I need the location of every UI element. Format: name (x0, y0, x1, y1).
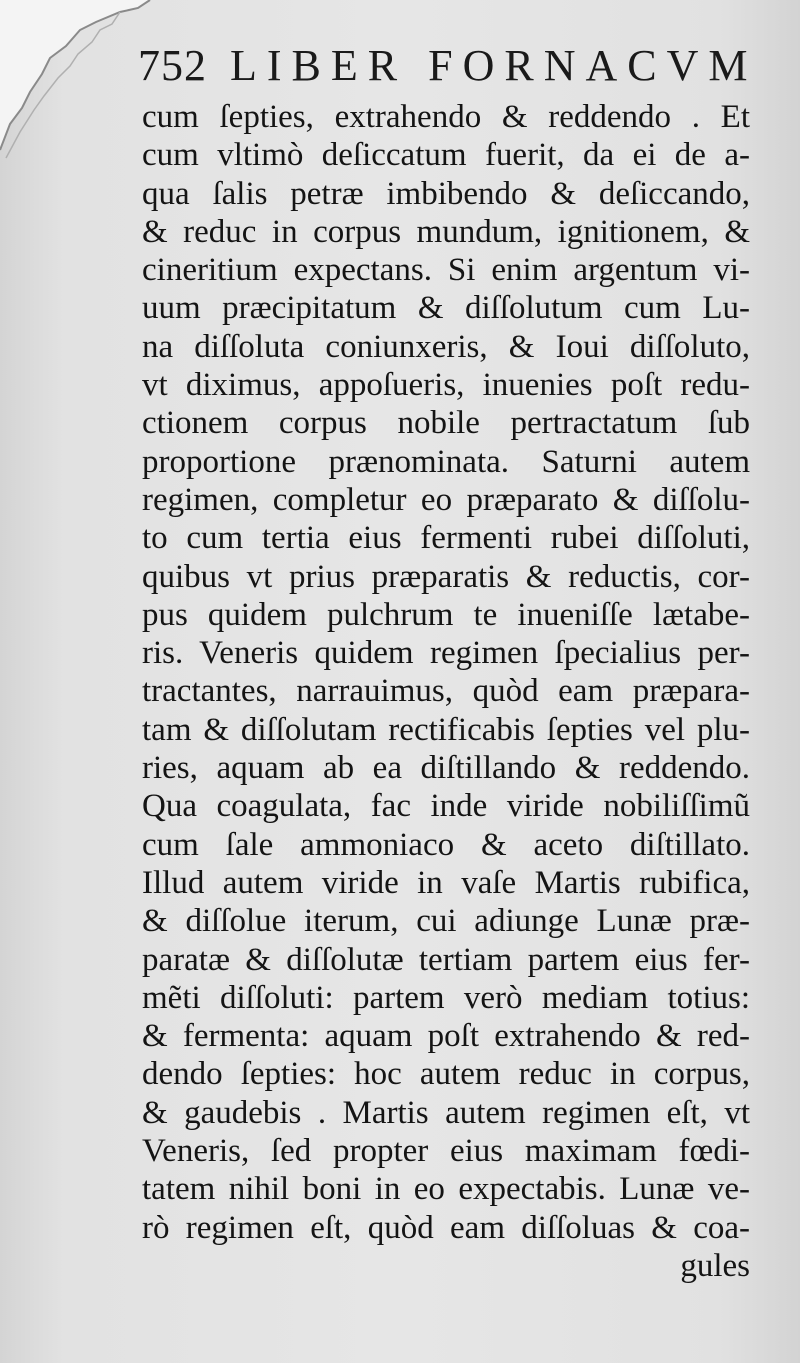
text-line: proportione prænominata. Saturni autem (142, 443, 750, 480)
text-line: ris. Veneris quidem regimen ſpecialius per- (142, 635, 750, 672)
text-line: qua ſalis petræ imbibendo & deſiccando, (142, 175, 750, 212)
text-line: paratæ & diſſolutæ tertiam partem eius fer- (142, 941, 750, 978)
text-line: to cum tertia eius fermenti rubei diſſoluti, (142, 520, 750, 557)
body-text (142, 98, 750, 1285)
text-line: uum præcipitatum & diſſolutum cum Lu- (142, 290, 750, 327)
page-header (138, 40, 758, 100)
text-line: na diſſoluta coniunxeris, & Ioui diſſoluto, (142, 328, 750, 365)
text-line: Illud autem viride in vaſe Martis rubifica, (142, 864, 750, 901)
text-line: pus quidem pulchrum te inueniſſe lætabe- (142, 596, 750, 633)
text-line: & diſſolue iterum, cui adiunge Lunæ præ- (142, 903, 750, 940)
text-line: cum ſepties, extrahendo & reddendo . Et (142, 99, 750, 135)
text-line: cum ſale ammoniaco & aceto diſtillato. (142, 826, 750, 863)
running-title: LIBER FORNACVM (230, 41, 758, 90)
text-line: & gaudebis . Martis autem regimen eſt, vt (142, 1094, 750, 1131)
catchword: gules (680, 1247, 750, 1284)
text-line: regimen, completur eo præparato & diſſolu- (142, 481, 750, 518)
text-line: Qua coagulata, fac inde viride nobiliſſimũ (142, 788, 750, 825)
text-line: tractantes, narrauimus, quòd eam præpara- (142, 673, 750, 710)
text-line: dendo ſepties: hoc autem reduc in corpus, (142, 1056, 750, 1093)
text-line: ries, aquam ab ea diſtillando & reddendo. (142, 750, 750, 787)
text-line: mẽti diſſoluti: partem verò mediam totius: (142, 979, 750, 1016)
text-line: tatem nihil boni in eo expectabis. Lunæ ve- (142, 1171, 750, 1208)
text-line: quibus vt prius præparatis & reductis, cor- (142, 558, 750, 595)
page-number: 752 (138, 41, 207, 90)
text-line: & reduc in corpus mundum, ignitionem, & (142, 213, 750, 250)
text-line: ctionem corpus nobile pertractatum ſub (142, 405, 750, 442)
text-line: cum vltimò deſiccatum fuerit, da ei de a- (142, 137, 750, 174)
text-line: tam & diſſolutam rectificabis ſepties vel plu- (142, 711, 750, 748)
text-line: Veneris, ſed propter eius maximam fœdi- (142, 1133, 750, 1170)
text-line: vt diximus, appoſueris, inuenies poſt redu- (142, 367, 750, 404)
text-line: & fermenta: aquam poſt extrahendo & red- (142, 1018, 750, 1055)
text-line: cineritium expectans. Si enim argentum vi- (142, 252, 750, 289)
text-line: rò regimen eſt, quòd eam diſſoluas & coa- (142, 1209, 750, 1246)
